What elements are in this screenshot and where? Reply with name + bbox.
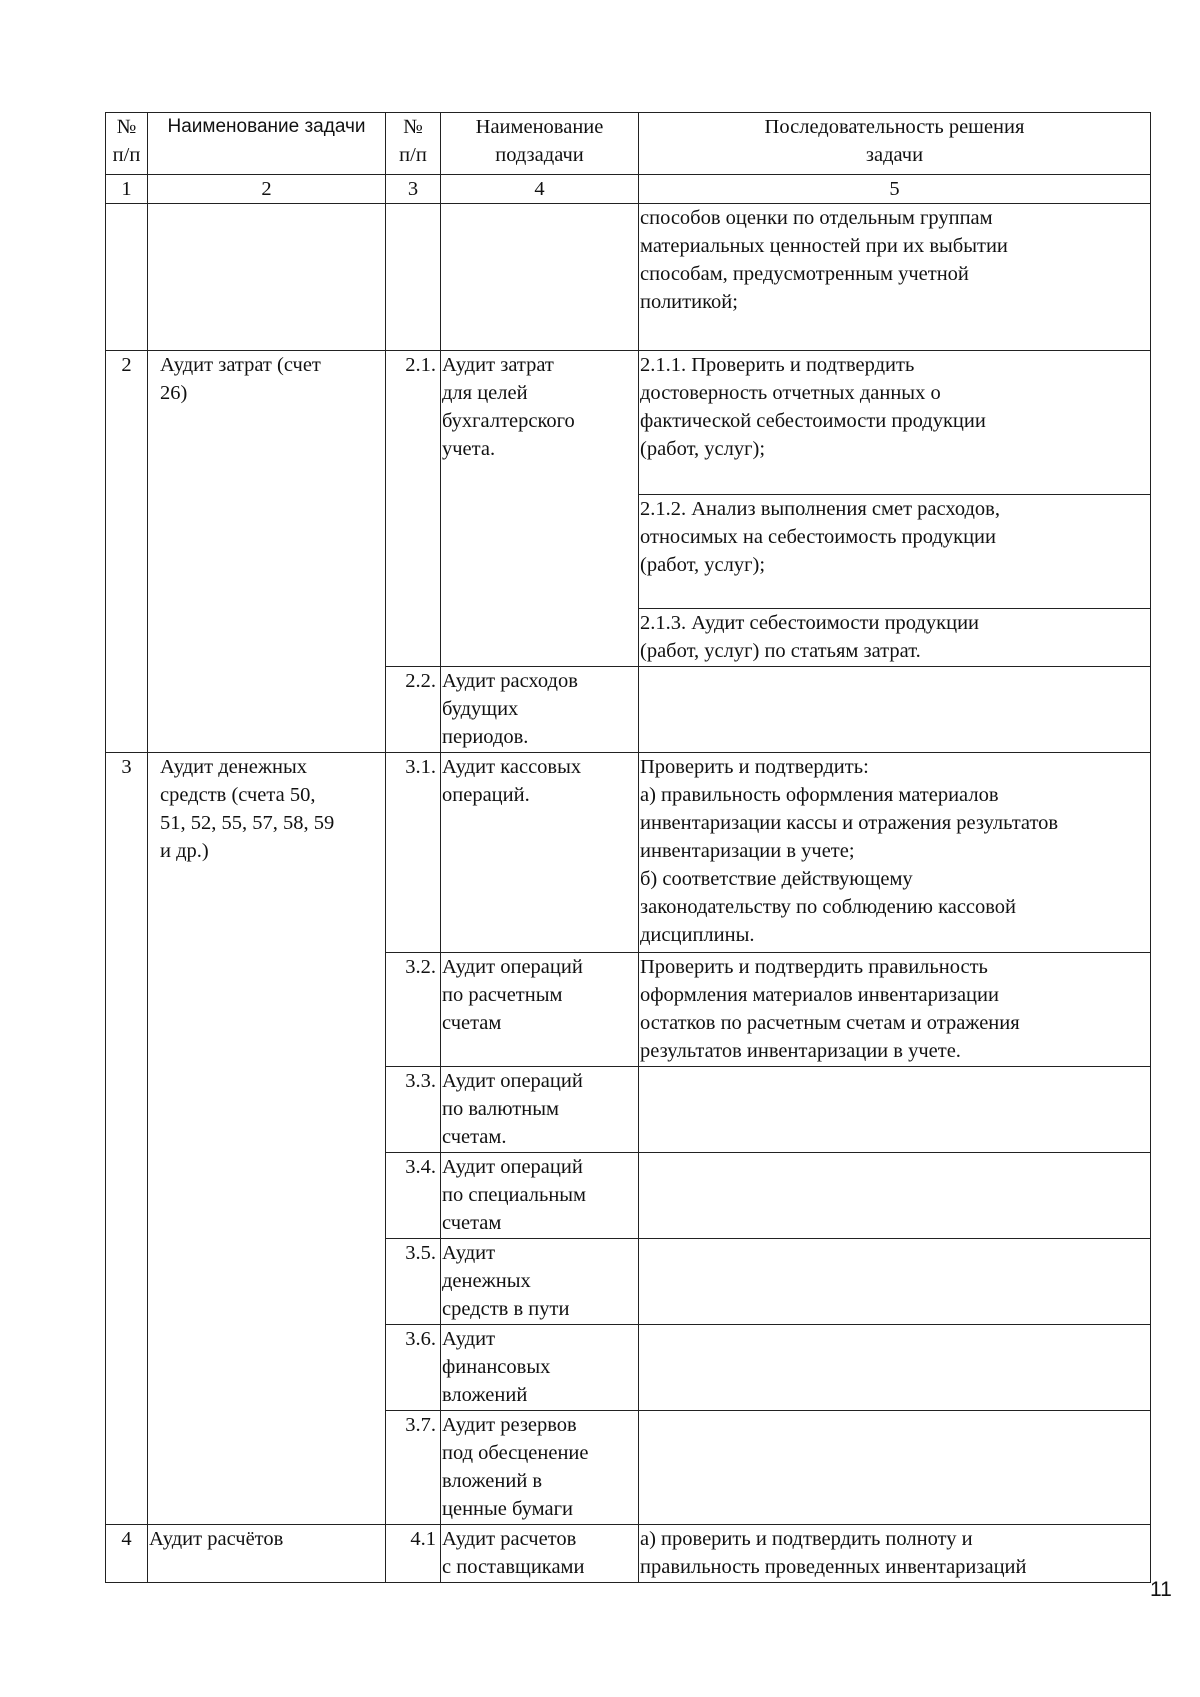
subtask-name: Аудит операций по валютным счетам. — [441, 1067, 639, 1153]
subtask-name: Аудит расчетов с поставщиками — [441, 1525, 639, 1583]
subtask-name: Аудит денежных средств в пути — [441, 1239, 639, 1325]
subtask-name: Аудит операций по специальным счетам — [441, 1153, 639, 1239]
header-row — [106, 113, 1151, 175]
step-text: 2.1.1. Проверить и подтвердить достоверность отчетных данных о фактической себестоимости продукции (работ, услуг); — [639, 351, 1151, 495]
step-text: 2.1.2. Анализ выполнения смет расходов, относимых на себестоимость продукции (работ, услуг); — [639, 495, 1151, 609]
subtask-number: 2.2. — [386, 667, 441, 753]
column-numbers-row — [106, 175, 1151, 204]
table-row — [106, 351, 1151, 495]
page-number: 11 — [1150, 1578, 1172, 1601]
column-number: 5 — [639, 175, 1151, 204]
header-subtask-name: Наименование подзадачи — [441, 113, 639, 175]
subtask-name: Аудит операций по расчетным счетам — [441, 953, 639, 1067]
step-text: Проверить и подтвердить: а) правильность оформления материалов инвентаризации кассы и отражения результатов инвентаризации в учете; б) соответствие действующему законодательству по соблюдению кассовой дисциплины. — [639, 753, 1151, 953]
table-row — [106, 753, 1151, 953]
header-sub-number: № п/п — [386, 113, 441, 175]
task-name: Аудит денежных средств (счета 50, 51, 52, 55, 57, 58, 59 и др.) — [148, 753, 386, 1525]
subtask-number: 3.5. — [386, 1239, 441, 1325]
table-row — [106, 1525, 1151, 1583]
subtask-number: 3.4. — [386, 1153, 441, 1239]
continued-row — [106, 204, 1151, 351]
step-text: 2.1.3. Аудит себестоимости продукции (работ, услуг) по статьям затрат. — [639, 609, 1151, 667]
task-number: 4 — [106, 1525, 148, 1583]
task-number: 2 — [106, 351, 148, 753]
task-name: Аудит расчётов — [148, 1525, 386, 1583]
column-number: 4 — [441, 175, 639, 204]
subtask-name: Аудит расходов будущих периодов. — [441, 667, 639, 753]
subtask-number: 3.1. — [386, 753, 441, 953]
header-task-name: Наименование задачи — [148, 113, 386, 175]
continued-text: способов оценки по отдельным группам материальных ценностей при их выбытии способам, предусмотренным учетной политикой; — [639, 204, 1151, 351]
subtask-number: 3.2. — [386, 953, 441, 1067]
step-text: Проверить и подтвердить правильность оформления материалов инвентаризации остатков по расчетным счетам и отражения результатов инвентаризации в учете. — [639, 953, 1151, 1067]
subtask-number: 4.1 — [386, 1525, 441, 1583]
task-name: Аудит затрат (счет 26) — [148, 351, 386, 753]
column-number: 3 — [386, 175, 441, 204]
column-number: 1 — [106, 175, 148, 204]
subtask-name: Аудит кассовых операций. — [441, 753, 639, 953]
step-text: а) проверить и подтвердить полноту и правильность проведенных инвентаризаций — [639, 1525, 1151, 1583]
subtask-name: Аудит финансовых вложений — [441, 1325, 639, 1411]
subtask-name: Аудит затрат для целей бухгалтерского учета. — [441, 351, 639, 667]
subtask-number: 3.7. — [386, 1411, 441, 1525]
column-number: 2 — [148, 175, 386, 204]
subtask-name: Аудит резервов под обесценение вложений в ценные бумаги — [441, 1411, 639, 1525]
header-number: № п/п — [106, 113, 148, 175]
header-sequence: Последовательность решения задачи — [639, 113, 1151, 175]
audit-tasks-table — [105, 112, 1151, 1583]
subtask-number: 3.3. — [386, 1067, 441, 1153]
subtask-number: 2.1. — [386, 351, 441, 667]
subtask-number: 3.6. — [386, 1325, 441, 1411]
task-number: 3 — [106, 753, 148, 1525]
